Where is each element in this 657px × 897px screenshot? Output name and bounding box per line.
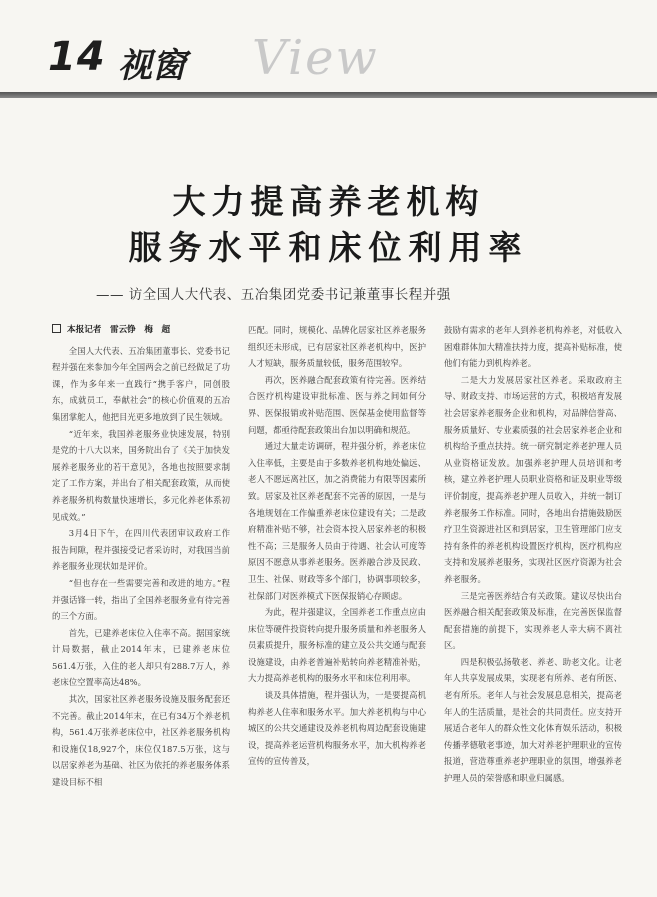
paragraph: 三是完善医养结合有关政策。建议尽快出台医养融合相关配套政策及标准，在完善医保监督配套措施的前提下，实现养老人幸大病不离社区。 <box>444 590 622 651</box>
paragraph: 匹配。同时，规模化、品牌化居家社区养老服务组织还未形成，已有居家社区养老机构中，医护人才短缺，服务质量较低，服务范围较窄。 <box>248 325 426 369</box>
headline-line-1: 大力提高养老机构 <box>172 182 485 221</box>
paragraph: 四是积极弘扬敬老、养老、助老文化。让老年人共享发展成果，实现老有所养、老有所医、老有所乐。老年人与社会发展息息相关，提高老年人的生活质量，是社会的共同责任。应支持开展适合老年人的群众性文化体育娱乐活动，积极传播孝德敬老事迹，加大对养老护理职业的宣传报道，营造尊重养老护理职业的氛围，增强养老护理人员的荣誉感和职业归属感。 <box>444 656 622 784</box>
paragraph: 再次，医养融合配套政策有待完善。医养结合医疗机构建设审批标准、医与养之间如何分界、医保报销或补贴范围、医保基金使用监督等问题，都亟待配套政策出台加以明确和规范。 <box>248 374 426 435</box>
page-header <box>0 0 657 110</box>
column-3 <box>444 322 622 882</box>
paragraph: 谈及具体措施，程并强认为，一是要提高机构养老人住率和服务水平。加大养老机构与中心城区的公共交通建设及养老机构周边配套设施建设，提高养老运营机构服务水平，加大机构养老宣传的宣传普及， <box>248 690 426 767</box>
paragraph: 首先，已建养老床位入住率不高。据国家统计局数据，截止2014年末，已建养老床位561.4万张，入住的老人却只有288.7万人，养老床位空置率高达48%。 <box>52 627 230 688</box>
column-1 <box>52 322 230 882</box>
section-title-en: View <box>252 30 379 86</box>
section-title-cn: 视窗 <box>118 46 186 86</box>
headline-line-2: 服务水平和床位利用率 <box>128 228 529 267</box>
issue-number: 14 <box>48 34 106 80</box>
paragraph: 全国人大代表、五冶集团董事长、党委书记程并强在来参加今年全国两会之前已经做足了功课，作为多年来一直践行“携手客户，同创股东，成就员工，奉献社会”的核心价值观的五冶集团掌舵人，他把目光更多地放到了民生领域。 <box>52 345 230 422</box>
column-2 <box>248 322 426 882</box>
article-body <box>52 322 622 882</box>
paragraph: 为此，程并强建议，全国养老工作重点应由床位等硬件投资转向提升服务质量和养老服务人员素质提升，服务标准的建立及公共交通与配套设施建设，由养老普遍补贴转向养老精准补贴，大力提高养老机构的服务水平和床位利用率。 <box>248 607 426 684</box>
paragraph: “但也存在一些需要完善和改进的地方。”程并强话锋一转，指出了全国养老服务业有待完善的三个方面。 <box>52 577 230 622</box>
byline <box>52 322 230 339</box>
paragraph: 3月4日下午，在四川代表团审议政府工作报告间隙，程并强接受记者采访时，对我国当前养老服务业现状如是评价。 <box>52 528 230 572</box>
paragraph: “近年来，我国养老服务业快速发展，特别是党的十八大以来，国务院出台了《关于加快发展养老服务业的若干意见》，各地也按照要求制定了工作方案，并出台了相关配套政策，从而使养老服务机构数量快速增长，多元化养老体系初见成效。” <box>52 428 230 522</box>
byline-text: 本报记者 雷云铮 梅 超 <box>67 325 171 335</box>
paragraph: 其次，国家社区养老服务设施及服务配套还不完善。截止2014年末，在已有34万个养老机构，561.4万张养老床位中，社区养老服务机构和设施仅18,927个，床位仅187.5万张，这与以居家养老为基础、社区为依托的养老服务体系建设目标不相 <box>52 694 230 788</box>
paragraph: 鼓励有需求的老年人到养老机构养老，对低收入困难群体加大精准扶持力度，提高补贴标准，使他们有能力到机构养老。 <box>444 325 622 369</box>
paragraph: 通过大量走访调研，程并强分析，养老床位入住率低，主要是由于多数养老机构地处偏远、老人不愿远离社区，加之消费能力有限等因素所致。居家及社区养老配套不完善的原因，一是与各地规划在工作偏重养老床位建设有关；二是政府精准补贴不够，社会资本投入居家养老的积极性不高；三是服务人员由于待遇、社会认可度等原因不愿意从事养老服务。医养融合涉及民政、卫生、社保、财政等多个部门，协调事项较多，社保部门对医养模式下医保报销心存顾虑。 <box>248 441 426 601</box>
byline-box-icon <box>52 324 61 333</box>
paragraph: 二是大力发展居家社区养老。采取政府主导、财政支持、市场运营的方式，积极培育发展社会居家养老服务企业和机构，对品牌信誉高、服务质量好、专业素质强的社会居家养老企业和机构给予重点扶持。统一研究制定养老护理人员从业资格证发放。加强养老护理人员培训和考核，建立养老护理人员职业资格和证及职业等级评价制度，提高养老护理人员收入，并统一制订养老服务工作标准。同时，各地出台措施鼓励医疗卫生资源进社区和到居家，卫生管理部门应支持有条件的养老机构设置医疗机构，医疗机构应支持和发展养老服务，实现社区医疗资源为社会养老服务。 <box>444 374 622 584</box>
subtitle: —— 访全国人大代表、五冶集团党委书记兼董事长程并强 <box>96 287 451 303</box>
header-rule <box>0 92 657 98</box>
